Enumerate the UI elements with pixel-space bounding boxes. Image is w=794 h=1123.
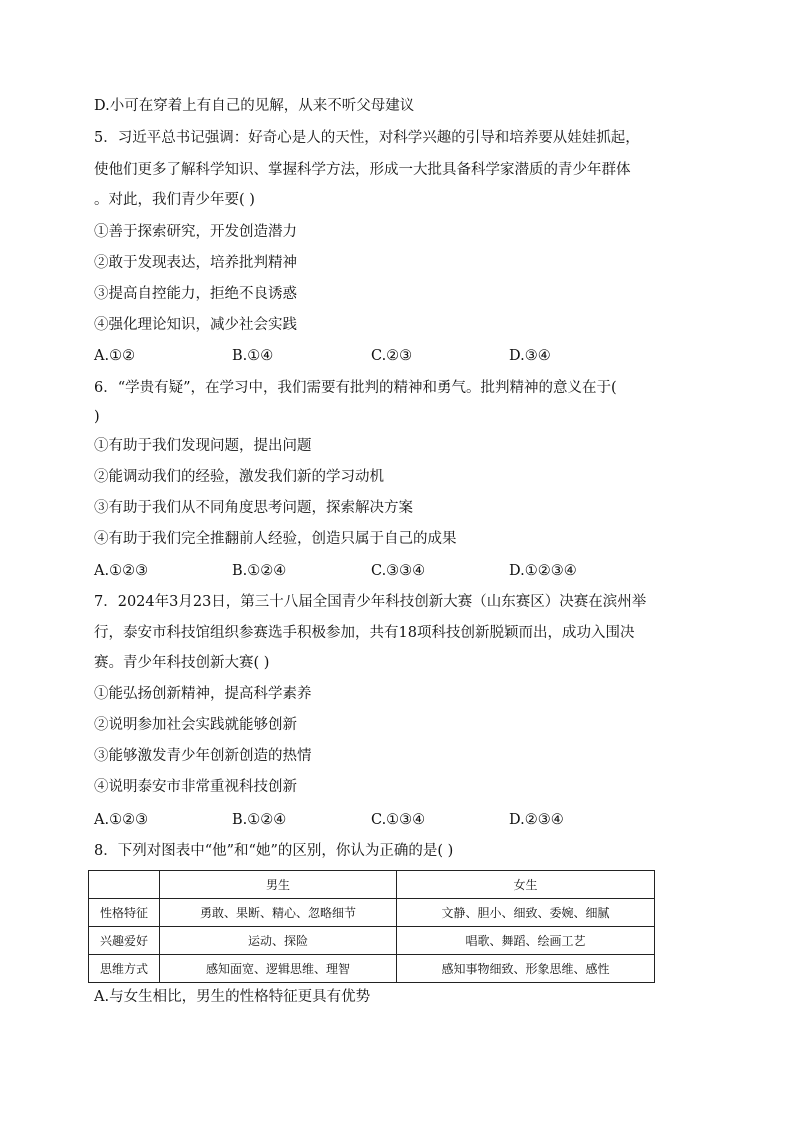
table-cell: 思维方式 [89, 955, 160, 983]
choice-a: A.①② [94, 348, 136, 364]
table-header-cell [89, 871, 160, 899]
question-5-stem-1: 5．习近平总书记强调：好奇心是人的天性，对科学兴趣的引导和培养要从娃娃抓起， [94, 130, 640, 146]
choice-b: B.①②④ [232, 563, 287, 579]
question-6-stem-2: ) [94, 409, 100, 425]
table-cell: 文静、胆小、细致、委婉、细腻 [397, 899, 655, 927]
question-8-stem: 8．下列对图表中“他”和“她”的区别，你认为正确的是( ) [94, 843, 454, 859]
table-cell: 性格特征 [89, 899, 160, 927]
question-7-item-4: ④说明泰安市非常重视科技创新 [94, 779, 297, 795]
choice-a: A.①②③ [94, 812, 149, 828]
table-row [89, 927, 655, 955]
question-7-item-3: ③能够激发青少年创新创造的热情 [94, 748, 312, 764]
comparison-table [88, 870, 655, 983]
choice-b: B.①④ [232, 348, 274, 364]
choice-a: A.①②③ [94, 563, 149, 579]
question-7-stem-3: 赛。青少年科技创新大赛( ) [94, 655, 270, 671]
question-5-item-3: ③提高自控能力，拒绝不良诱惑 [94, 286, 297, 302]
choice-b: B.①②④ [232, 812, 287, 828]
question-5-stem-3: 。对此，我们青少年要( ) [94, 192, 255, 208]
table-row [89, 955, 655, 983]
question-5-item-4: ④强化理论知识，减少社会实践 [94, 317, 297, 333]
table-cell: 勇敢、果断、精心、忽略细节 [160, 899, 397, 927]
table-header-cell: 女生 [397, 871, 655, 899]
table-cell: 感知面宽、逻辑思维、理智 [160, 955, 397, 983]
question-6-item-1: ①有助于我们发现问题，提出问题 [94, 438, 312, 454]
table-cell: 兴趣爱好 [89, 927, 160, 955]
question-6-stem-1: 6．“学贵有疑”，在学习中，我们需要有批判的精神和勇气。批判精神的意义在于( [94, 380, 617, 396]
choice-c: C.②③ [371, 348, 413, 364]
choice-d: D.①②③④ [509, 563, 577, 579]
line-d-option: D.小可在穿着上有自己的见解，从来不听父母建议 [94, 98, 415, 114]
table-cell: 感知事物细致、形象思维、感性 [397, 955, 655, 983]
question-6-item-2: ②能调动我们的经验，激发我们新的学习动机 [94, 469, 384, 485]
choice-d: D.③④ [509, 348, 551, 364]
table-header-cell: 男生 [160, 871, 397, 899]
question-7-item-1: ①能弘扬创新精神，提高科学素养 [94, 686, 312, 702]
table-header-row [89, 871, 655, 899]
question-7-stem-1: 7．2024年3月23日，第三十八届全国青少年科技创新大赛（山东赛区）决赛在滨州举 [94, 594, 647, 610]
question-6-item-4: ④有助于我们完全推翻前人经验，创造只属于自己的成果 [94, 531, 457, 547]
table-row [89, 899, 655, 927]
question-7-item-2: ②说明参加社会实践就能够创新 [94, 717, 297, 733]
question-5-item-2: ②敢于发现表达，培养批判精神 [94, 255, 297, 271]
table-cell: 唱歌、舞蹈、绘画工艺 [397, 927, 655, 955]
choice-d: D.②③④ [509, 812, 564, 828]
table-cell: 运动、探险 [160, 927, 397, 955]
question-5-stem-2: 使他们更多了解科学知识、掌握科学方法，形成一大批具备科学家潜质的青少年群体 [94, 162, 631, 178]
choice-c: C.①③④ [371, 812, 426, 828]
choice-c: C.③③④ [371, 563, 426, 579]
question-8-option-a: A.与女生相比，男生的性格特征更具有优势 [94, 989, 371, 1005]
question-5-item-1: ①善于探索研究，开发创造潜力 [94, 224, 297, 240]
question-6-item-3: ③有助于我们从不同角度思考问题，探索解决方案 [94, 500, 413, 516]
question-7-stem-2: 行，泰安市科技馆组织参赛选手积极参加，共有18项科技创新脱颖而出，成功入围决 [94, 625, 635, 641]
